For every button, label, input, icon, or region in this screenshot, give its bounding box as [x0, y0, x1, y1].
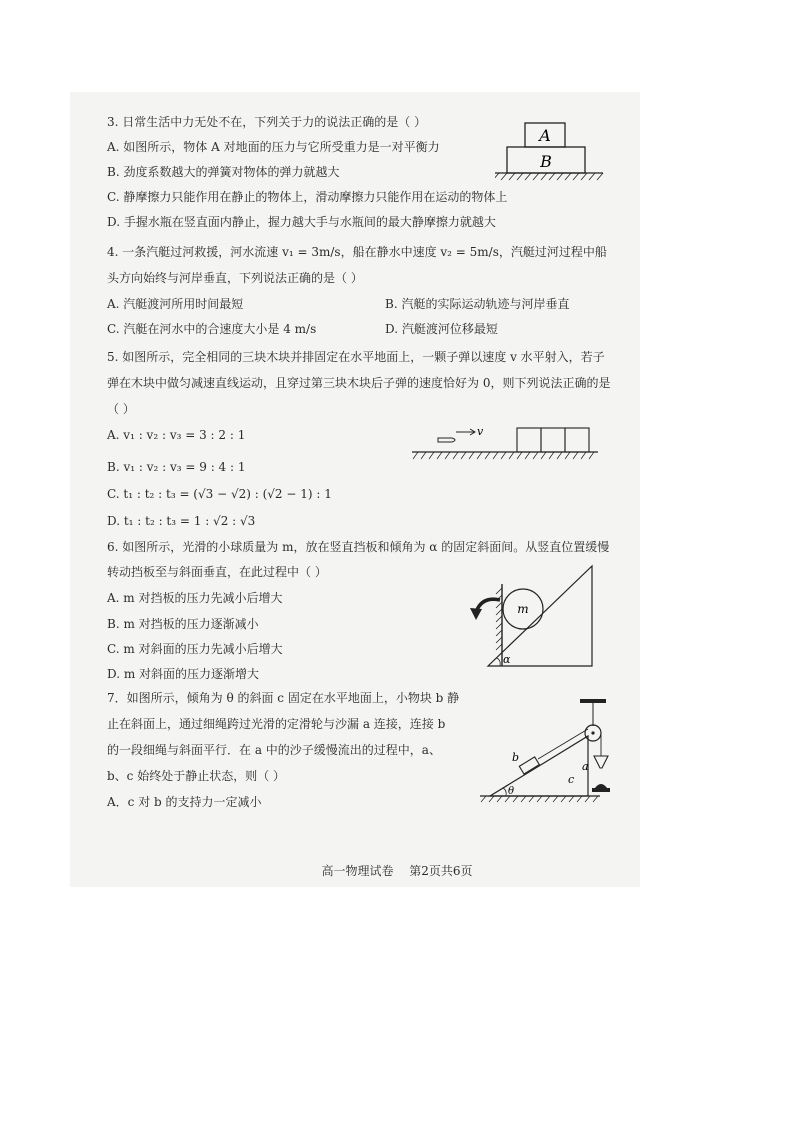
question-4-option-a: A. 汽艇渡河所用时间最短 — [107, 297, 244, 311]
figure-bullet-blocks — [412, 422, 602, 468]
ground-hatch — [495, 173, 603, 180]
question-7-stem-line-1: 7．如图所示，倾角为 θ 的斜面 c 固定在水平地面上，小物块 b 静 — [107, 691, 460, 705]
question-5-option-c: C. t₁ : t₂ : t₃ = (√3 − √2) : (√2 − 1) : 1 — [107, 487, 332, 501]
ground-hatch — [413, 452, 594, 459]
pulley-axle — [591, 731, 594, 734]
question-4-option-b: B. 汽艇的实际运动轨迹与河岸垂直 — [385, 297, 570, 311]
angle-arc — [496, 658, 500, 666]
question-6-stem-line-2: 转动挡板至与斜面垂直，在此过程中（ ） — [107, 565, 327, 579]
question-4-stem-line-2: 头方向始终与河岸垂直，下列说法正确的是（ ） — [107, 271, 363, 285]
theta-label: θ — [508, 786, 515, 797]
question-5-stem-line-3: （ ） — [107, 402, 135, 416]
ball-label: m — [517, 602, 529, 616]
block-b-label: b — [512, 751, 520, 764]
ceiling-bar — [580, 699, 606, 703]
figure-pulley-incline — [476, 696, 626, 804]
fixed-incline — [488, 566, 592, 666]
ground-hatch — [481, 796, 598, 802]
question-5-stem-line-2: 弹在木块中做匀减速直线运动，且穿过第三块木块后子弹的速度恰好为 0，则下列说法正确的是 — [107, 376, 611, 390]
rope-to-block — [538, 729, 588, 759]
block-a-label: A — [539, 126, 551, 145]
hourglass-a — [594, 756, 608, 768]
question-6-option-d: D. m 对斜面的压力逐渐增大 — [107, 667, 260, 681]
rotation-arrowhead — [470, 608, 482, 620]
question-7-stem-line-2: 止在斜面上，通过细绳跨过光滑的定滑轮与沙漏 a 连接，连接 b — [107, 717, 446, 731]
wood-block-1 — [517, 428, 541, 452]
sand-base — [592, 788, 610, 792]
bullet — [438, 438, 455, 442]
question-3-option-c: C. 静摩擦力只能作用在静止的物体上，滑动摩擦力只能作用在运动的物体上 — [107, 190, 508, 204]
page-number: 第2页共6页 — [409, 864, 473, 878]
question-6-stem-line-1: 6. 如图所示，光滑的小球质量为 m，放在竖直挡板和倾角为 α 的固定斜面间。从竖直位置缓慢 — [107, 540, 610, 554]
question-3-option-b: B. 劲度系数越大的弹簧对物体的弹力就越大 — [107, 165, 340, 179]
page-footer — [0, 862, 794, 879]
wood-block-3 — [565, 428, 589, 452]
angle-label: α — [503, 653, 511, 666]
theta-arc — [503, 788, 506, 796]
question-5-option-a: A. v₁ : v₂ : v₃ = 3 : 2 : 1 — [107, 428, 246, 442]
question-7-stem-line-3: 的一段细绳与斜面平行．在 a 中的沙子缓慢流出的过程中，a、 — [107, 743, 441, 757]
wood-block-2 — [541, 428, 565, 452]
question-7-option-a: A．c 对 b 的支持力一定减小 — [107, 795, 262, 809]
incline-c — [490, 736, 588, 796]
question-6-option-b: B. m 对挡板的压力逐渐减小 — [107, 617, 259, 631]
question-5-option-d: D. t₁ : t₂ : t₃ = 1 : √2 : √3 — [107, 514, 256, 528]
figure-stacked-blocks — [495, 118, 615, 184]
question-6-option-c: C. m 对斜面的压力先减小后增大 — [107, 642, 283, 656]
question-6-option-a: A. m 对挡板的压力先减小后增大 — [107, 591, 283, 605]
question-5-option-b: B. v₁ : v₂ : v₃ = 9 : 4 : 1 — [107, 460, 246, 474]
sand-pile — [595, 784, 607, 788]
question-4-stem-line-1: 4. 一条汽艇过河救援，河水流速 v₁ = 3m/s，船在静水中速度 v₂ = 5m/s，汽艇过河过程中船 — [107, 245, 607, 259]
exam-title: 高一物理试卷 — [321, 864, 394, 878]
velocity-label: v — [477, 425, 484, 438]
incline-label: c — [568, 773, 575, 786]
question-4-option-d: D. 汽艇渡河位移最短 — [385, 322, 498, 336]
question-3-stem-line-1: 3. 日常生活中力无处不在，下列关于力的说法正确的是（ ） — [107, 115, 427, 129]
question-5-stem-line-1: 5. 如图所示，完全相同的三块木块并排固定在水平地面上，一颗子弹以速度 v 水平射入，若子 — [107, 350, 605, 364]
question-4-option-c: C. 汽艇在河水中的合速度大小是 4 m/s — [107, 322, 317, 336]
hourglass-label: a — [582, 760, 589, 773]
question-3-option-a: A. 如图所示，物体 A 对地面的压力与它所受重力是一对平衡力 — [107, 140, 440, 154]
question-7-stem-line-4: b、c 始终处于静止状态，则（ ） — [107, 769, 286, 783]
figure-ball-on-incline — [460, 562, 605, 670]
baffle-hatch — [496, 588, 502, 650]
question-3-option-d: D. 手握水瓶在竖直面内静止，握力越大手与水瓶间的最大静摩擦力就越大 — [107, 215, 496, 229]
block-b-label: B — [540, 152, 552, 171]
